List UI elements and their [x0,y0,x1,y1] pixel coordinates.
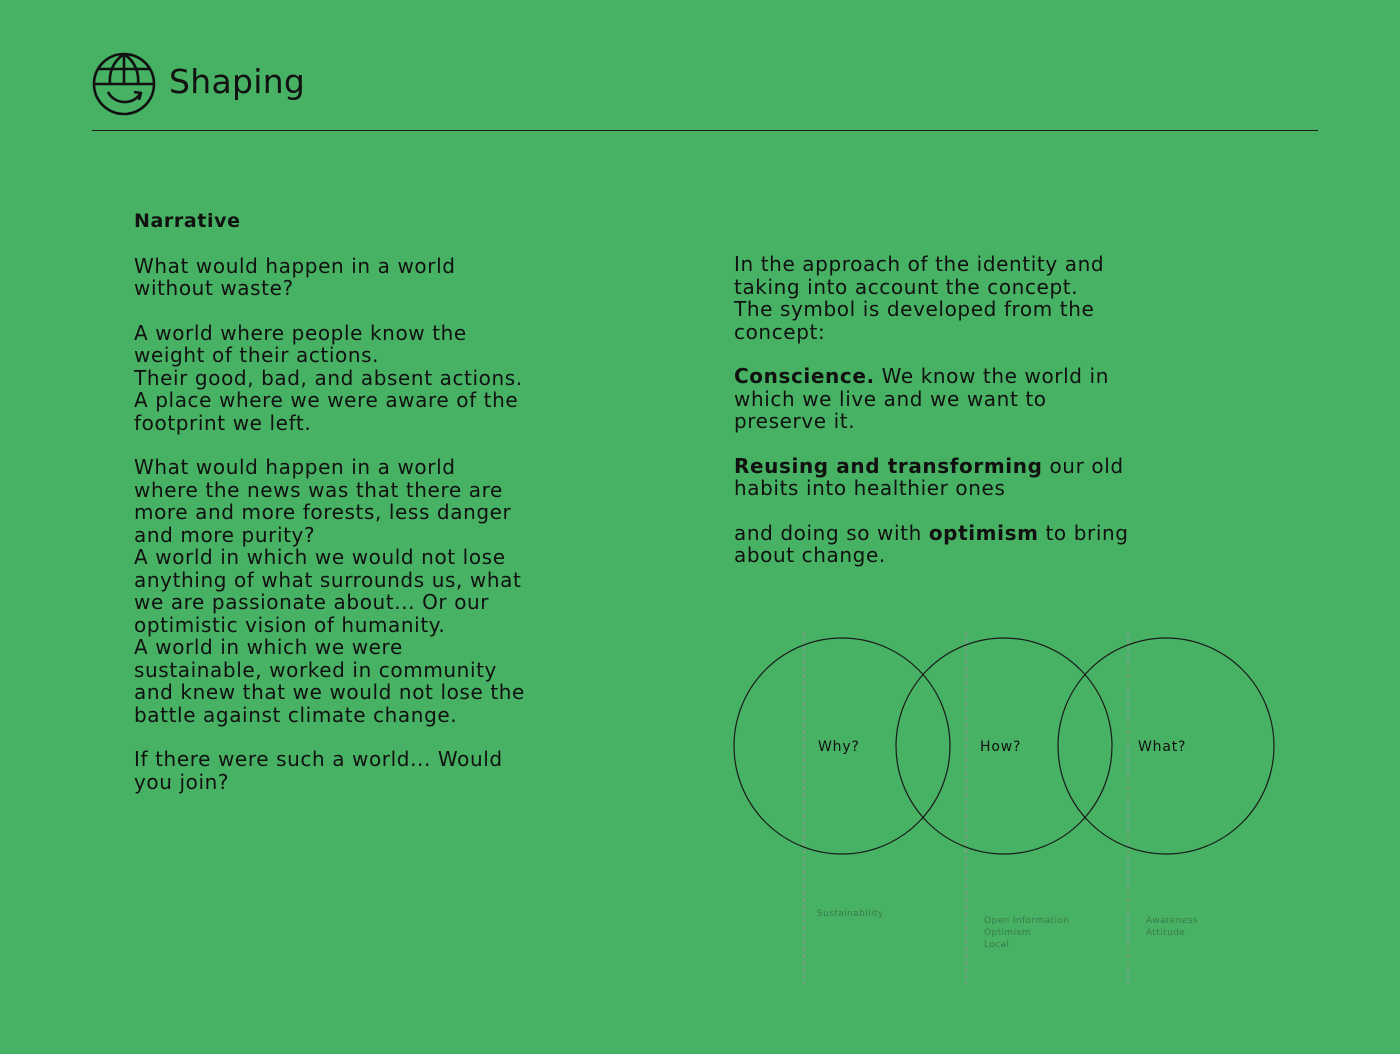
narrative-column [134,210,654,815]
globe-smile-icon [92,52,156,116]
narrative-paragraph-1: What would happen in a world without waste? [134,253,456,300]
note-how-2: Optimism [984,928,1031,938]
concept-conscience [734,365,1254,433]
optimism-keyword: optimism [928,520,1039,545]
note-what-1: Awareness [1146,916,1198,926]
concept-optimism [734,522,1254,567]
conscience-keyword: Conscience. [734,364,875,388]
reusing-text: our old habits into healthier ones [734,453,1124,500]
optimism-text: to bring about change. [734,520,1129,567]
narrative-paragraph-3: What would happen in a world where the news was that there are more and more forests, less danger and more purity? A world in which we would not lose anything of what surrounds us, what we are passionate about... Or our optimistic vision of humanity. A world in which we were sustainable, worked in community and knew that we would not lose the battle against climate change. [134,455,525,727]
note-why-1: Sustainability [817,909,884,919]
concept-intro: In the approach of the identity and taking into account the concept. The symbol is developed from the concept: [734,252,1105,344]
optimism-lead: and doing so with [734,520,929,545]
brand-name: Shaping [169,62,306,101]
conscience-text: We know the world in which we live and we want to preserve it. [734,364,1109,433]
note-how-1: Open Information [984,916,1070,926]
venn-diagram [720,628,1300,988]
header-divider [92,130,1318,131]
note-how-3: Local [984,940,1010,950]
concept-column [734,253,1254,589]
reusing-keyword: Reusing and transforming [734,453,1043,478]
narrative-heading: Narrative [134,210,241,232]
narrative-paragraph-4: If there were such a world... Would you join? [134,747,503,794]
narrative-paragraph-2: A world where people know the weight of their actions. Their good, bad, and absent actions. A place where we were aware of the footprint we left. [134,320,523,435]
label-why: Why? [818,739,860,755]
label-what: What? [1138,739,1187,755]
concept-reusing [734,455,1254,500]
label-how: How? [980,739,1022,755]
note-what-2: Attitude [1146,928,1186,938]
